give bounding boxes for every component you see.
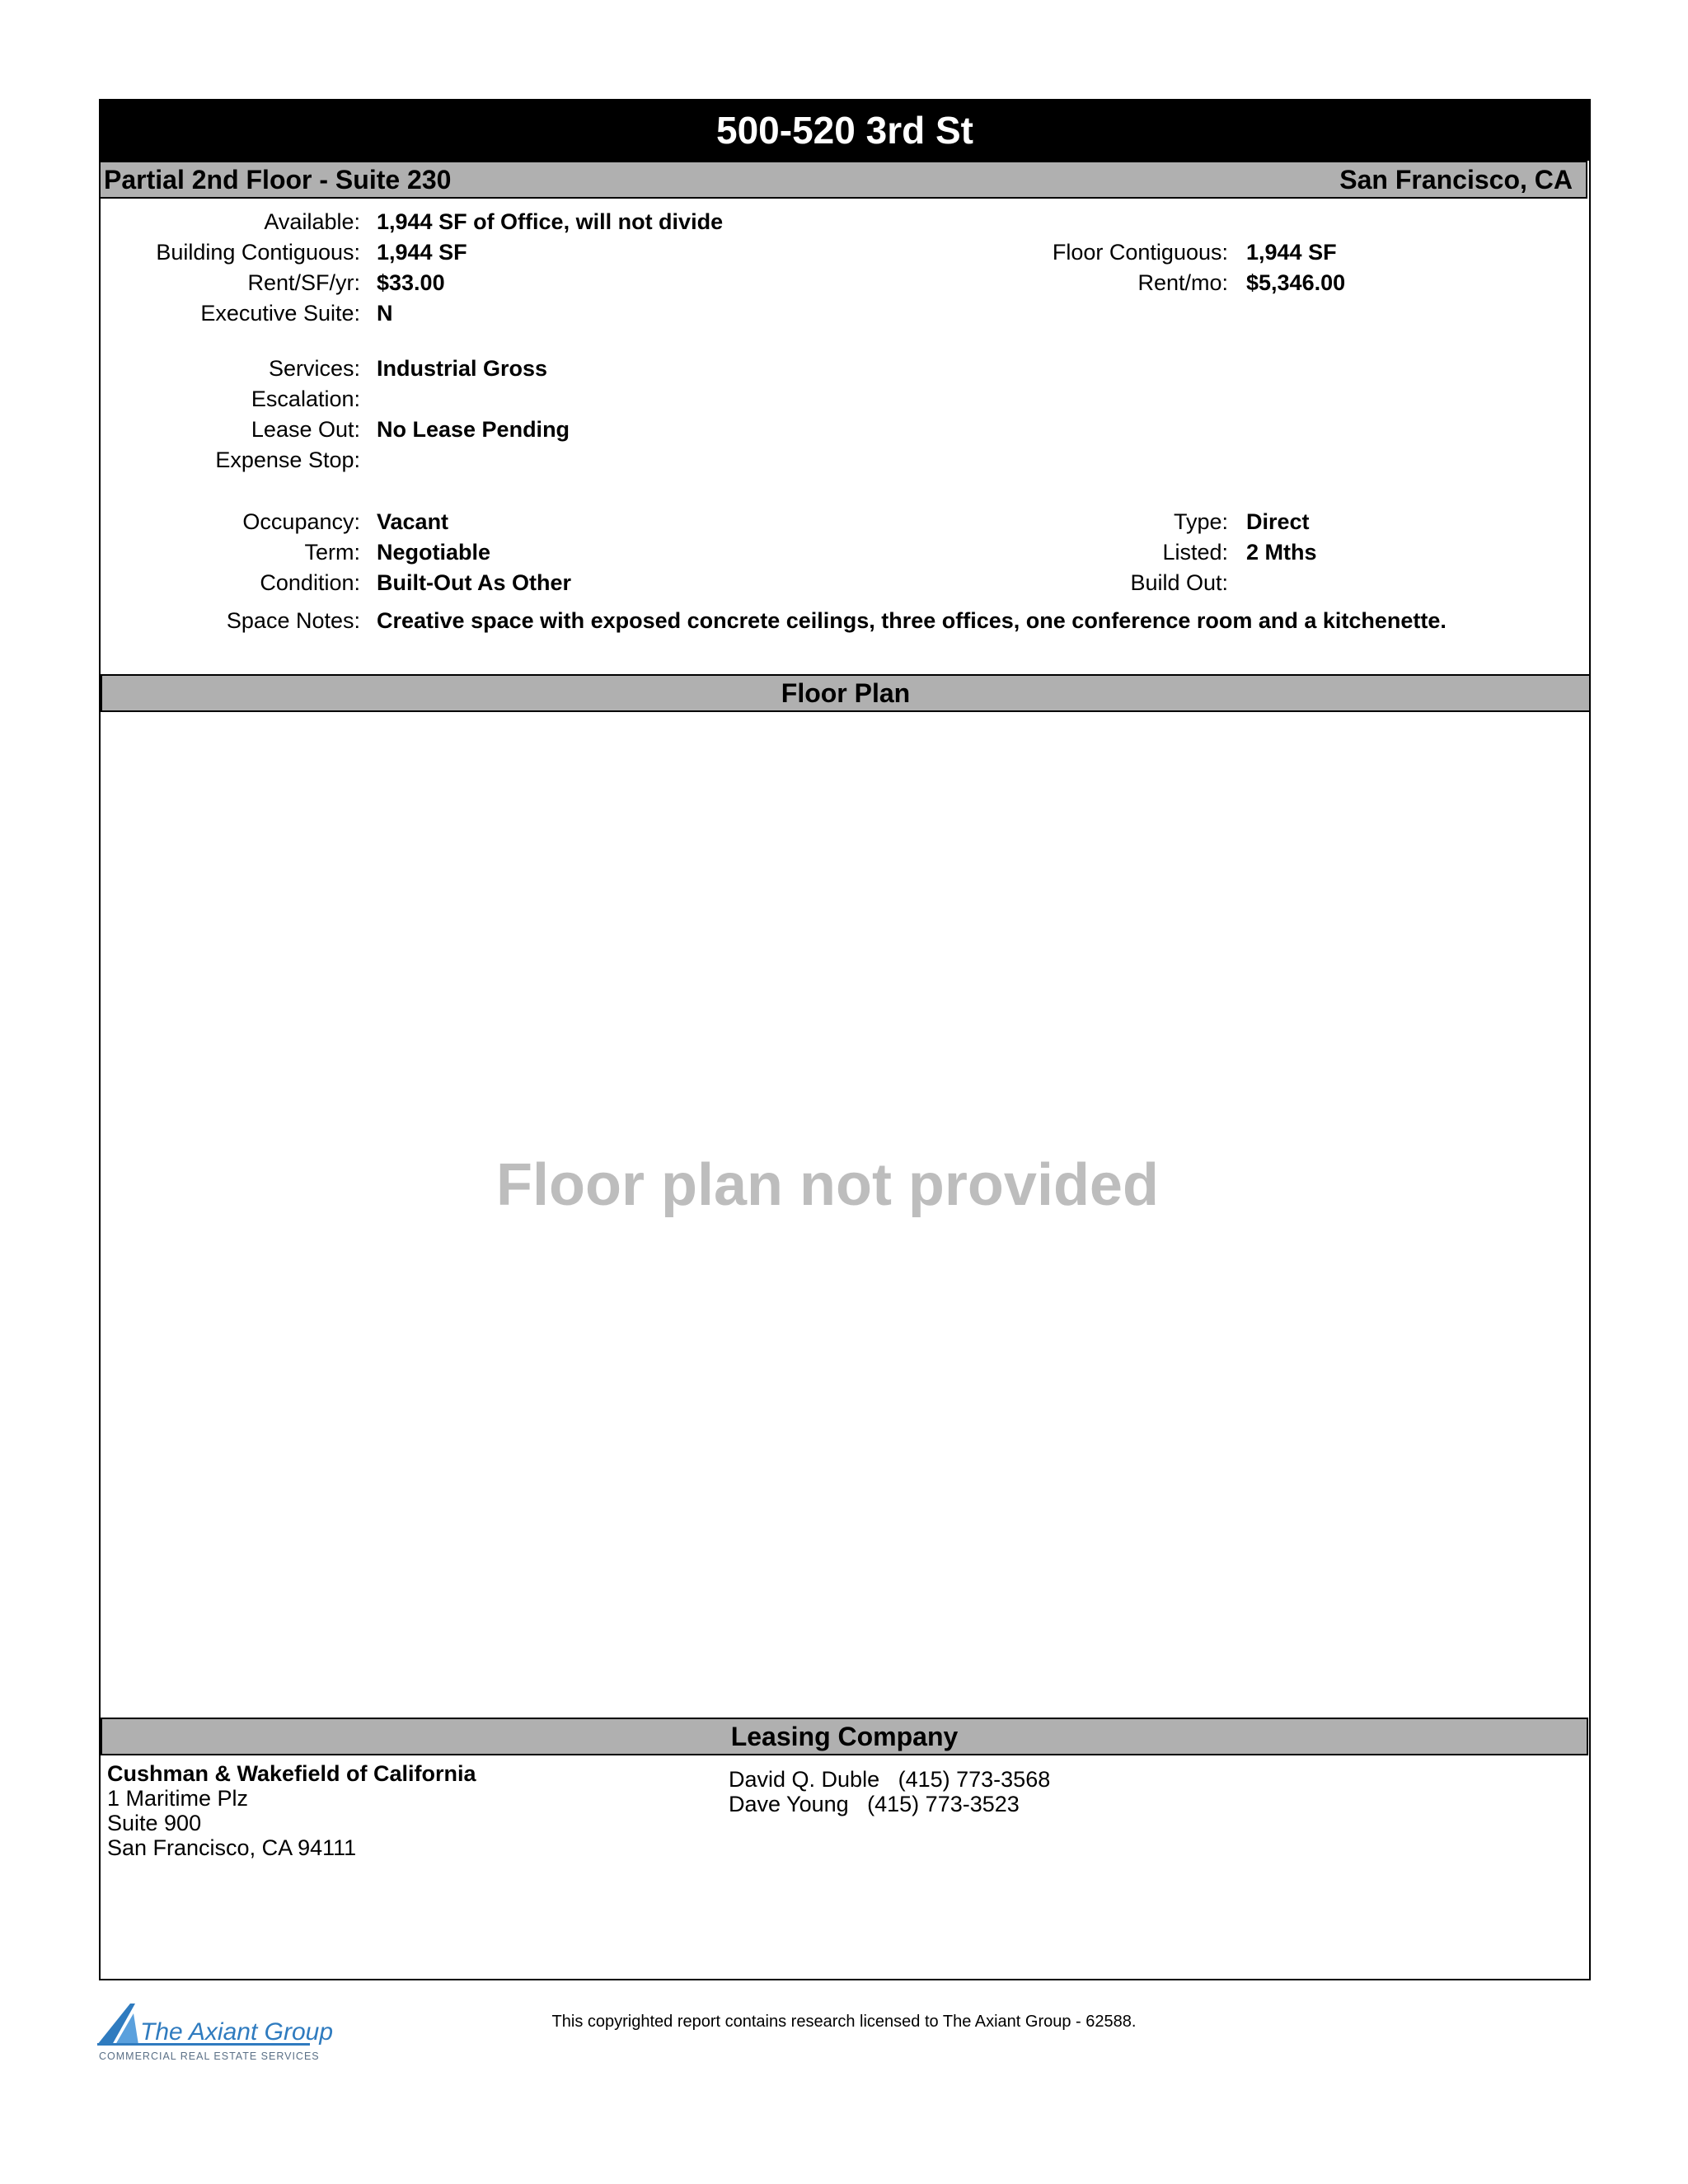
logo-tagline: COMMERCIAL REAL ESTATE SERVICES [99, 2050, 320, 2062]
rent-mo-label: Rent/mo: [1137, 270, 1228, 295]
property-title: 500-520 3rd St [101, 101, 1589, 161]
exec-suite-label: Executive Suite: [200, 301, 360, 326]
lease-out-value: No Lease Pending [377, 417, 570, 442]
building-contiguous-label: Building Contiguous: [156, 240, 360, 265]
occupancy-value: Vacant [377, 509, 449, 534]
condition-label: Condition: [260, 570, 360, 595]
term-value: Negotiable [377, 540, 491, 565]
rent-mo-value: $5,346.00 [1246, 270, 1346, 295]
floor-contiguous-value: 1,944 SF [1246, 240, 1337, 265]
listed-value: 2 Mths [1246, 540, 1317, 565]
logo-wordmark: The Axiant Group [140, 2018, 334, 2046]
building-contiguous-value: 1,944 SF [377, 240, 467, 265]
leasing-company-name: Cushman & Wakefield of California [107, 1761, 476, 1786]
term-label: Term: [304, 540, 360, 565]
company-address-line2: Suite 900 [107, 1811, 202, 1835]
suite-name: Partial 2nd Floor - Suite 230 [104, 165, 452, 194]
condition-value: Built-Out As Other [377, 570, 571, 595]
city-state: San Francisco, CA [1339, 165, 1573, 194]
type-value: Direct [1246, 509, 1310, 534]
space-notes-value: Creative space with exposed concrete ceilings, three offices, one conference room and a kitchenette. [377, 608, 1447, 633]
floor-contiguous-label: Floor Contiguous: [1052, 240, 1228, 265]
contact-2: Dave Young (415) 773-3523 [729, 1792, 1020, 1816]
rent-sf-value: $33.00 [377, 270, 445, 295]
expense-stop-label: Expense Stop: [215, 448, 360, 472]
axiant-group-logo [97, 1999, 334, 2081]
services-label: Services: [268, 356, 360, 381]
report-frame [99, 99, 1591, 1980]
company-address-line1: 1 Maritime Plz [107, 1786, 249, 1811]
company-address-line3: San Francisco, CA 94111 [107, 1835, 357, 1860]
copyright-note: This copyrighted report contains research licensed to The Axiant Group - 62588. [551, 2013, 1137, 2031]
services-value: Industrial Gross [377, 356, 548, 381]
lease-out-label: Lease Out: [251, 417, 360, 442]
space-notes-label: Space Notes: [226, 608, 360, 633]
exec-suite-value: N [377, 301, 393, 326]
rent-sf-label: Rent/SF/yr: [247, 270, 360, 295]
listed-label: Listed: [1162, 540, 1228, 565]
occupancy-label: Occupancy: [242, 509, 360, 534]
available-value: 1,944 SF of Office, will not divide [377, 209, 724, 234]
axiant-logo-graphic [97, 1999, 334, 2081]
suite-bar [101, 161, 1587, 199]
contact-1: David Q. Duble (415) 773-3568 [729, 1767, 1051, 1792]
floor-plan-heading: Floor Plan [101, 674, 1591, 712]
available-label: Available: [264, 209, 360, 234]
build-out-label: Build Out: [1130, 570, 1228, 595]
escalation-label: Escalation: [251, 387, 360, 411]
leasing-company-heading: Leasing Company [101, 1718, 1588, 1755]
type-label: Type: [1173, 509, 1228, 534]
floor-plan-placeholder: Floor plan not provided [496, 1152, 1159, 1218]
